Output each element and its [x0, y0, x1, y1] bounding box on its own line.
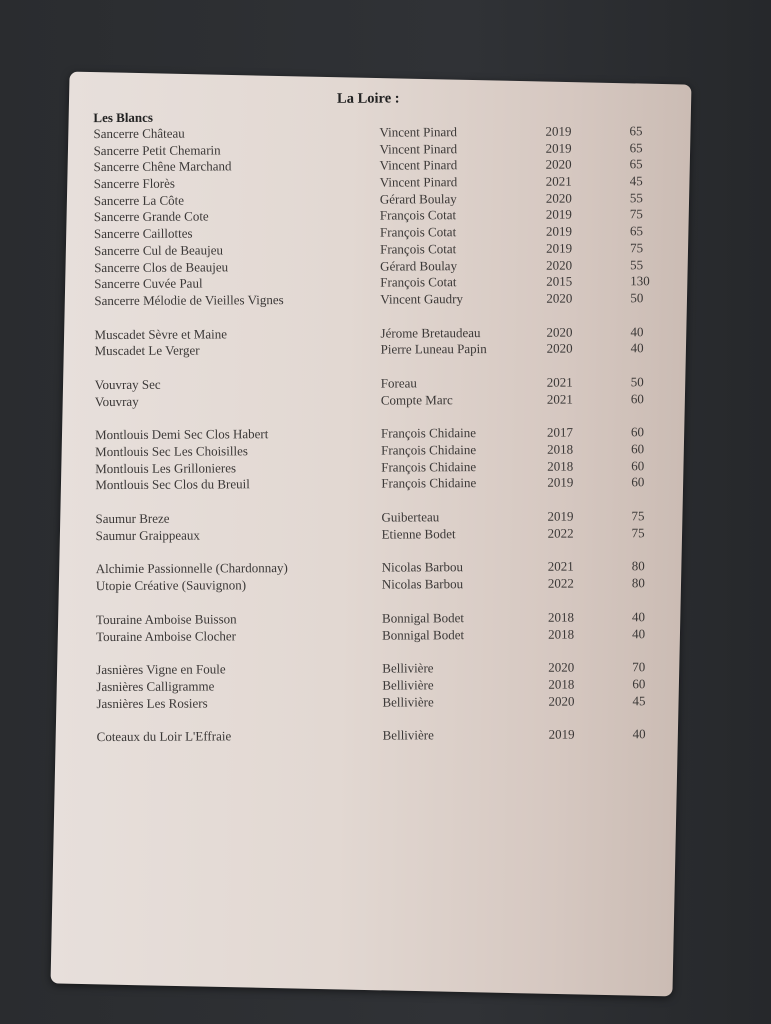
- wine-price: 40: [632, 726, 646, 742]
- wine-price: 75: [631, 524, 645, 541]
- wine-price: 60: [631, 457, 645, 473]
- wine-producer: Bellivière: [382, 727, 434, 743]
- wine-vintage: 2021: [546, 391, 573, 407]
- wine-group: [95, 424, 675, 494]
- wine-producer: François Cotat: [379, 207, 457, 224]
- wine-name: Jasnières Les Rosiers: [96, 695, 208, 711]
- wine-producer: Vincent Pinard: [379, 157, 458, 173]
- wine-vintage: 2018: [547, 609, 575, 625]
- wine-producer: Bellivière: [382, 693, 434, 710]
- wine-vintage: 2019: [547, 474, 574, 491]
- wine-vintage: 2021: [546, 374, 573, 390]
- wine-price: 55: [630, 256, 644, 272]
- wine-producer: François Cotat: [380, 274, 457, 290]
- wine-price: 40: [631, 609, 646, 625]
- wine-producer: François Chidaine: [380, 425, 477, 441]
- wine-vintage: 2022: [547, 575, 574, 591]
- wine-row: [96, 575, 676, 595]
- wine-price: 60: [631, 474, 645, 490]
- wine-producer: François Chidaine: [381, 442, 477, 458]
- wine-price: 65: [629, 223, 644, 239]
- wine-group: [96, 609, 676, 645]
- wine-vintage: 2020: [545, 156, 572, 173]
- wine-price: 55: [629, 189, 643, 206]
- wine-vintage: 2015: [546, 273, 573, 289]
- wine-producer: Bellivière: [382, 677, 434, 693]
- wine-producer: Compte Marc: [380, 391, 453, 408]
- wine-price: 40: [632, 625, 646, 641]
- wine-price: 60: [632, 676, 646, 692]
- wine-group: [94, 324, 674, 360]
- wine-vintage: 2019: [546, 240, 573, 256]
- wine-name: Saumur Graippeaux: [95, 527, 200, 543]
- wine-producer: Vincent Gaudry: [380, 291, 463, 307]
- wine-producer: Gérard Boulay: [379, 190, 457, 207]
- wine-group: [96, 659, 676, 712]
- wine-price: 60: [631, 441, 645, 457]
- wine-producer: Nicolas Barbou: [381, 559, 464, 576]
- wine-price: 60: [630, 424, 645, 440]
- wine-name: Jasnières Vigne en Foule: [96, 661, 226, 678]
- wine-vintage: 2018: [547, 441, 574, 457]
- wine-price: 75: [629, 206, 643, 222]
- wine-vintage: 2018: [547, 458, 574, 474]
- wine-name: Coteaux du Loir L'Effraie: [96, 728, 232, 745]
- menu-page: [51, 72, 692, 997]
- wine-price: 80: [631, 558, 645, 574]
- wine-price: 75: [630, 240, 644, 256]
- wine-price: 45: [629, 173, 643, 189]
- page-title: La Loire :: [336, 90, 400, 107]
- wine-price: 45: [632, 692, 646, 708]
- wine-producer: Gérard Boulay: [380, 257, 458, 274]
- wine-producer: Bonnigal Bodet: [382, 626, 465, 643]
- wine-name: Vouvray: [94, 393, 139, 409]
- wine-price: 50: [630, 374, 644, 390]
- wine-row: [96, 626, 676, 646]
- wine-name: Utopie Créative (Sauvignon): [95, 577, 247, 594]
- wine-vintage: 2017: [546, 424, 574, 441]
- wine-name: Sancerre Florès: [93, 175, 175, 192]
- wine-vintage: 2022: [547, 525, 574, 541]
- wine-name: Sancerre Château: [93, 125, 185, 142]
- wine-price: 65: [629, 139, 643, 155]
- wine-name: Sancerre Clos de Beaujeu: [94, 258, 229, 275]
- wine-groups: [93, 123, 676, 746]
- wine-name: Sancerre La Côte: [93, 192, 185, 208]
- wine-vintage: 2021: [547, 559, 574, 575]
- wine-group: [97, 726, 677, 746]
- wine-group: [95, 508, 675, 544]
- wine-producer: Jérome Bretaudeau: [380, 324, 481, 341]
- wine-price: 65: [629, 123, 643, 139]
- wine-list: [93, 87, 677, 763]
- wine-producer: François Cotat: [379, 224, 457, 240]
- wine-producer: Bellivière: [382, 660, 434, 676]
- wine-name: Sancerre Caillottes: [93, 225, 193, 242]
- wine-name: Muscadet Le Verger: [94, 342, 200, 359]
- wine-name: Sancerre Cul de Beaujeu: [94, 242, 223, 258]
- wine-row: [96, 525, 676, 545]
- wine-name: Montlouis Les Grillonieres: [95, 460, 237, 476]
- wine-producer: François Chidaine: [381, 458, 477, 475]
- wine-price: 80: [631, 575, 645, 591]
- wine-name: Jasnières Calligramme: [96, 678, 215, 694]
- wine-producer: Foreau: [380, 375, 417, 391]
- wine-vintage: 2020: [546, 290, 573, 306]
- wine-row: [95, 474, 675, 494]
- wine-price: 40: [630, 323, 644, 339]
- wine-producer: Guiberteau: [381, 509, 440, 525]
- wine-vintage: 2019: [545, 123, 572, 139]
- wine-vintage: 2021: [545, 173, 572, 189]
- wine-vintage: 2019: [545, 140, 572, 156]
- wine-price: 40: [630, 340, 644, 356]
- wine-row: [94, 290, 674, 310]
- wine-price: 65: [629, 156, 643, 172]
- wine-group: [93, 123, 674, 310]
- wine-vintage: 2019: [547, 508, 574, 524]
- wine-price: 50: [630, 290, 644, 306]
- wine-name: Vouvray Sec: [94, 376, 161, 393]
- wine-producer: Vincent Pinard: [379, 174, 458, 190]
- wine-vintage: 2020: [546, 257, 573, 273]
- wine-producer: François Chidaine: [381, 475, 477, 491]
- wine-price: 70: [632, 659, 646, 675]
- wine-producer: Vincent Pinard: [379, 140, 458, 157]
- wine-vintage: 2020: [546, 340, 573, 356]
- wine-producer: Nicolas Barbou: [381, 576, 464, 592]
- wine-name: Sancerre Chêne Marchand: [93, 158, 232, 175]
- wine-name: Saumur Breze: [95, 510, 170, 527]
- wine-row: [95, 340, 675, 360]
- wine-name: Montlouis Sec Les Choisilles: [95, 443, 248, 460]
- wine-vintage: 2019: [548, 726, 575, 742]
- wine-name: Sancerre Petit Chemarin: [93, 142, 221, 158]
- wine-producer: Etienne Bodet: [381, 525, 456, 542]
- wine-producer: Pierre Luneau Papin: [380, 341, 487, 357]
- wine-producer: Vincent Pinard: [379, 124, 458, 140]
- wine-name: Muscadet Sèvre et Maine: [94, 325, 228, 342]
- wine-producer: François Cotat: [380, 240, 457, 257]
- wine-producer: Bonnigal Bodet: [381, 609, 465, 626]
- wine-name: Touraine Amboise Buisson: [95, 611, 237, 627]
- wine-name: Montlouis Demi Sec Clos Habert: [95, 426, 269, 443]
- wine-name: Touraine Amboise Clocher: [96, 627, 237, 644]
- wine-name: Sancerre Mélodie de Vieilles Vignes: [94, 291, 284, 308]
- wine-vintage: 2020: [545, 190, 572, 206]
- wine-price: 60: [630, 390, 644, 406]
- wine-vintage: 2020: [546, 324, 573, 340]
- wine-price: 130: [630, 273, 650, 289]
- section-heading: Les Blancs: [93, 109, 154, 126]
- wine-vintage: 2018: [548, 626, 575, 642]
- wine-row: [96, 693, 676, 713]
- wine-vintage: 2019: [545, 207, 572, 223]
- wine-row: [97, 726, 677, 746]
- wine-vintage: 2020: [548, 659, 575, 675]
- wine-group: [95, 374, 675, 410]
- wine-price: 75: [631, 508, 645, 524]
- wine-vintage: 2019: [545, 223, 573, 239]
- wine-name: Alchimie Passionnelle (Chardonnay): [95, 560, 288, 577]
- wine-name: Sancerre Cuvée Paul: [94, 275, 203, 292]
- wine-name: Sancerre Grande Cote: [93, 208, 209, 225]
- wine-group: [96, 558, 676, 594]
- wine-row: [95, 391, 675, 411]
- wine-vintage: 2020: [548, 693, 575, 709]
- wine-vintage: 2018: [548, 676, 575, 692]
- wine-name: Montlouis Sec Clos du Breuil: [95, 476, 250, 493]
